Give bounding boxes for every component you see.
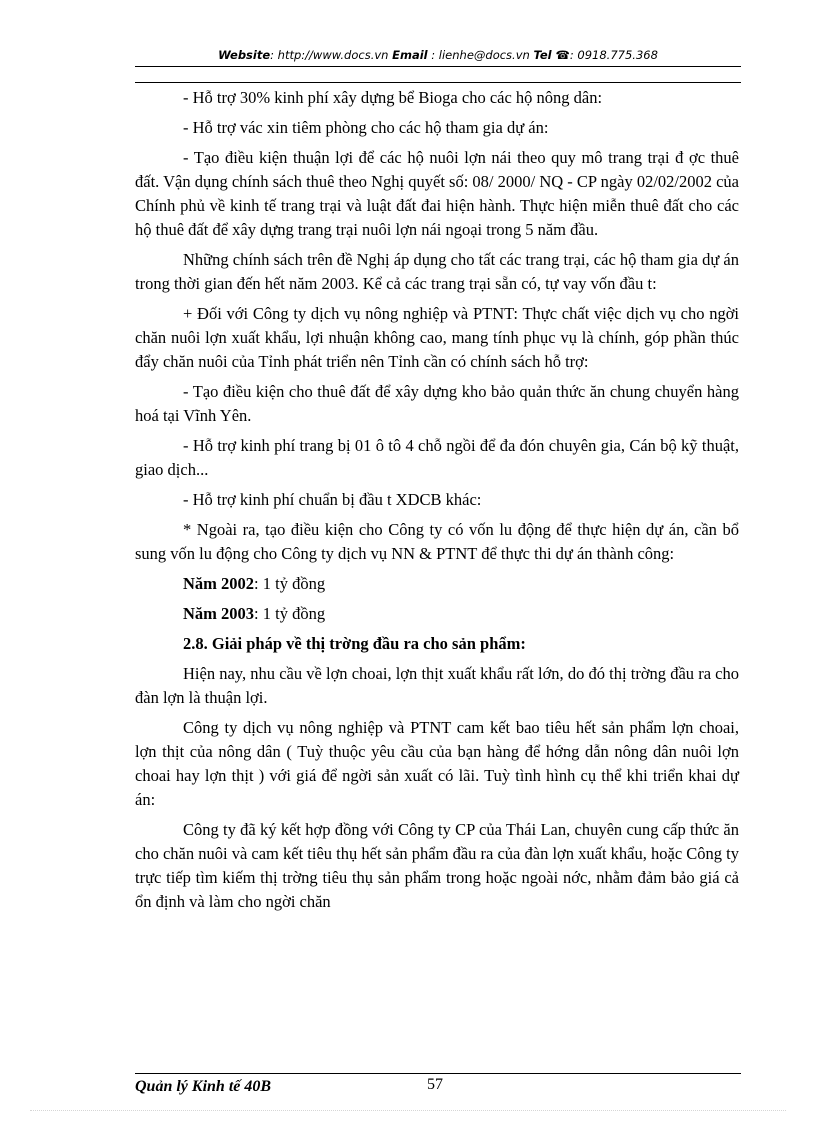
funding-amount: : 1 tỷ đồng: [254, 604, 326, 623]
header-rule: [135, 66, 741, 67]
funding-line-2002: [135, 572, 739, 596]
paragraph-cp-contract: Công ty đã ký kết hợp đồng với Công ty CP của Thái Lan, chuyên cung cấp thức ăn cho chăn nuôi và cam kết tiêu thụ hết sản phẩm đầu ra của đàn lợn xuất khẩu, hoặc Công ty trực tiếp tìm kiếm thị trờng tiêu thụ sản phẩm trong hoặc ngoài nớc, nhằm đảm bảo giá cả ổn định và làm cho ngời chăn: [135, 820, 739, 911]
paragraph-policy-scope: Những chính sách trên đề Nghị áp dụng cho tất các trang trại, các hộ tham gia dự án trong thời gian đến hết năm 2003. Kể cả các trang trại sẵn có, tự vay vốn đầu t:: [135, 250, 739, 293]
paragraph-vaccine-support: - Hỗ trợ vác xin tiêm phòng cho các hộ tham gia dự án:: [183, 118, 549, 137]
paragraph-bioga-support: - Hỗ trợ 30% kinh phí xây dựng bể Bioga cho các hộ nông dân:: [183, 88, 603, 107]
tel-value: : 0918.775.368: [569, 48, 658, 62]
email-label: Email: [392, 48, 428, 62]
footer-course: Quản lý Kinh tế 40B: [135, 1078, 272, 1095]
footer-rule: [135, 1073, 741, 1074]
funding-year: Năm 2002: [183, 574, 255, 593]
paragraph-warehouse: - Tạo điều kiện cho thuê đất để xây dựng kho bảo quản thức ăn chung chuyển hàng hoá tại Vĩnh Yên.: [135, 382, 739, 425]
paragraph-xdcb: - Hỗ trợ kinh phí chuẩn bị đầu t XDCB khác:: [183, 490, 482, 509]
paragraph-market-demand: Hiện nay, nhu cầu về lợn choai, lợn thịt xuất khẩu rất lớn, do đó thị trờng đầu ra cho đàn lợn là thuận lợi.: [135, 664, 739, 707]
funding-amount: : 1 tỷ đồng: [254, 574, 326, 593]
page-number: 57: [427, 1076, 443, 1093]
section-heading: 2.8. Giải pháp về thị trờng đầu ra cho sản phẩm:: [183, 634, 526, 653]
paragraph-offtake-commitment: Công ty dịch vụ nông nghiệp và PTNT cam kết bao tiêu hết sản phẩm lợn choai, lợn thịt của nông dân ( Tuỳ thuộc yêu cầu của bạn hàng để hớng dẫn nông dân nuôi lợn choai hay lợn thịt ) với giá để ngời sản xuất có lãi. Tuỳ tình hình cụ thể khi triển khai dự án:: [135, 718, 739, 809]
funding-line-2003: [135, 602, 739, 626]
website-label: Website: [218, 48, 271, 62]
document-body: [135, 86, 739, 920]
paragraph-vehicle: - Hỗ trợ kinh phí trang bị 01 ô tô 4 chỗ ngồi để đa đón chuyên gia, Cán bộ kỹ thuật, giao dịch...: [135, 436, 739, 479]
header-rule-lower: [135, 82, 741, 83]
page-edge-dotted-line: [30, 1110, 786, 1111]
paragraph-company-service: + Đối với Công ty dịch vụ nông nghiệp và PTNT: Thực chất việc dịch vụ cho ngời chăn nuôi lợn xuất khẩu, lợi nhuận không cao, mang tính phục vụ là chính, góp phần thúc đẩy chăn nuôi của Tỉnh phát triển nên Tỉnh cần có chính sách hỗ trợ:: [135, 304, 739, 371]
tel-label: Tel ☎: [533, 48, 570, 62]
page-header: [135, 46, 741, 64]
email-value: : lienhe@docs.vn: [427, 48, 534, 62]
funding-year: Năm 2003: [183, 604, 255, 623]
website-value: : http://www.docs.vn: [270, 48, 393, 62]
paragraph-working-capital: * Ngoài ra, tạo điều kiện cho Công ty có vốn lu động để thực hiện dự án, cần bổ sung vốn lu động cho Công ty dịch vụ NN & PTNT để thực thi dự án thành công:: [135, 520, 739, 563]
paragraph-land-lease: - Tạo điều kiện thuận lợi để các hộ nuôi lợn nái theo quy mô trang trại đ ợc thuê đất. Vận dụng chính sách thuê theo Nghị quyết số: 08/ 2000/ NQ - CP ngày 02/02/2002 của Chính phủ về kinh tế trang trại và luật đất đai hiện hành. Thực hiện miễn thuê đất cho các hộ thuê đất để xây dựng trang trại nuôi lợn nái ngoại trong 5 năm đầu.: [135, 148, 740, 239]
